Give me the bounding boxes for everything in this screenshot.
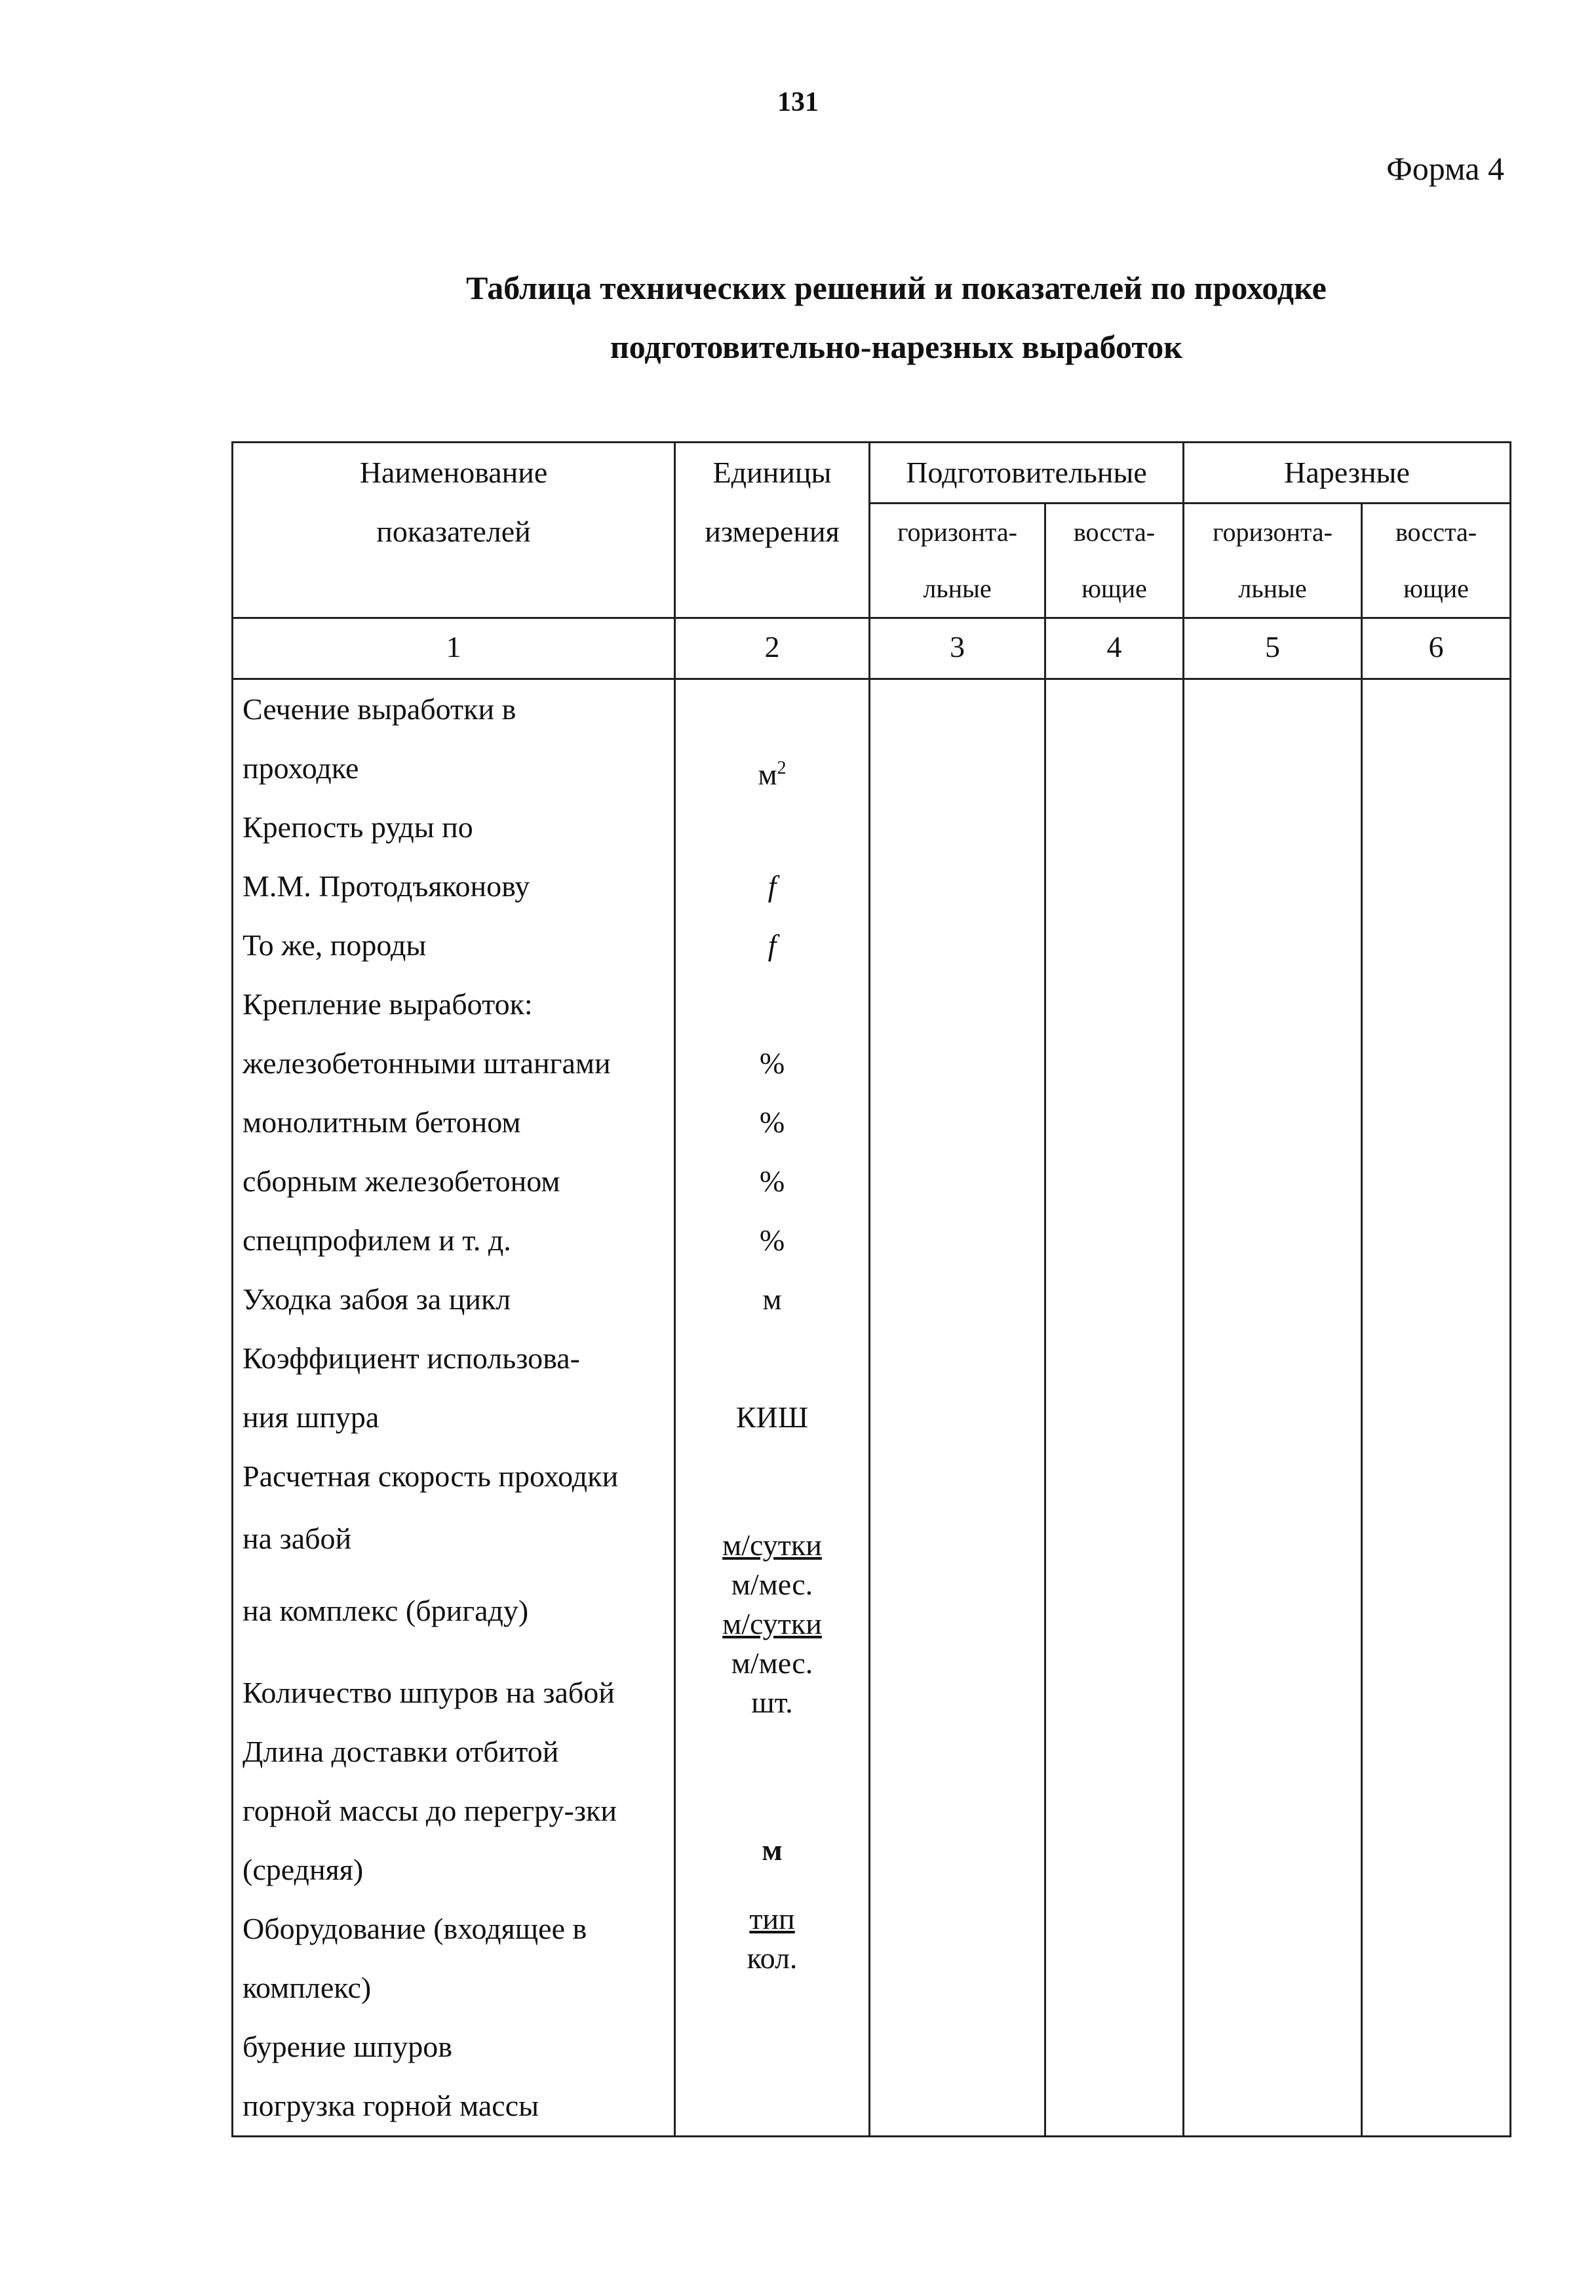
unit-value: м/мес. <box>731 1646 813 1680</box>
row-label: железобетонными штангами <box>243 1046 611 1080</box>
header-horizontal-line-1: горизонта- <box>897 517 1017 547</box>
row-label: сборным железобетоном <box>243 1164 560 1198</box>
header-cut-rising <box>1362 504 1511 618</box>
header-rising-line-1: восста- <box>1395 517 1477 547</box>
unit-value: м <box>762 1833 783 1867</box>
empty-value-cell <box>1184 679 1362 2137</box>
header-horizontal-line-1: горизонта- <box>1213 517 1333 547</box>
unit-value: f <box>768 869 777 903</box>
column-number: 4 <box>1045 618 1184 679</box>
unit-spacer <box>676 975 868 1034</box>
header-rising-line-2: ющие <box>1403 574 1469 603</box>
unit-superscript: 2 <box>777 758 787 778</box>
row-label: (средняя) <box>243 1853 364 1886</box>
row-label: комплекс) <box>243 1971 372 2004</box>
header-group-preparatory: Подготовительные <box>870 443 1184 504</box>
unit-value: % <box>759 1046 785 1080</box>
table-body-row <box>233 679 1511 2137</box>
header-unit-cell <box>675 443 870 618</box>
unit-value: КИШ <box>735 1400 809 1434</box>
row-label: Уходка забоя за цикл <box>243 1282 511 1316</box>
unit-spacer <box>676 798 868 857</box>
header-name-line-1: Наименование <box>359 456 548 489</box>
table-title-line-2: подготовительно-нарезных выработок <box>610 328 1183 365</box>
row-label: ния шпура <box>243 1400 380 1434</box>
unit-value: кол. <box>747 1941 798 1975</box>
header-rising-line-2: ющие <box>1081 574 1147 603</box>
header-name-cell <box>233 443 675 618</box>
column-number: 6 <box>1362 618 1511 679</box>
row-label: проходке <box>243 751 359 785</box>
empty-value-cell <box>1362 679 1511 2137</box>
unit-value: % <box>759 1223 785 1257</box>
header-name-line-2: показателей <box>376 515 531 548</box>
unit-value: м/сутки <box>722 1528 822 1562</box>
row-label: То же, породы <box>243 928 427 962</box>
row-label: Расчетная скорость проходки <box>243 1459 619 1493</box>
row-label: погрузка горной массы <box>243 2089 539 2122</box>
unit-text: м <box>758 757 777 791</box>
row-label: Крепость руды по <box>243 810 473 844</box>
unit-spacer <box>676 1329 868 1388</box>
row-label: Количество шпуров на забой <box>243 1676 615 1709</box>
empty-value-cell <box>1045 679 1184 2137</box>
unit-value: м <box>762 1282 782 1316</box>
header-unit-line-1: Единицы <box>712 456 832 489</box>
row-label: на комплекс (бригаду) <box>243 1594 529 1627</box>
row-label: монолитным бетоном <box>243 1105 521 1139</box>
page-number: 131 <box>777 87 819 117</box>
column-number: 3 <box>870 618 1045 679</box>
units-column <box>675 679 870 2137</box>
header-rising-line-1: восста- <box>1073 517 1156 547</box>
unit-spacer <box>676 1447 868 1506</box>
column-number-row <box>233 618 1511 679</box>
unit-value: % <box>759 1105 785 1139</box>
header-horizontal-line-2: льные <box>923 574 992 603</box>
table-title-line-1: Таблица технических решений и показателей по проходке <box>466 269 1327 306</box>
row-label: Коэффициент использова- <box>243 1341 580 1375</box>
column-number: 5 <box>1184 618 1362 679</box>
row-label: Оборудование (входящее в <box>243 1912 587 1945</box>
unit-value <box>676 739 868 798</box>
header-cut-horizontal <box>1184 504 1362 618</box>
row-label: горной массы до перегру-зки <box>243 1794 617 1827</box>
unit-spacer <box>676 680 868 739</box>
header-unit-line-2: измерения <box>705 515 840 548</box>
unit-value: % <box>759 1164 785 1198</box>
row-label: Сечение выработки в <box>243 692 516 726</box>
row-label: спецпрофилем и т. д. <box>243 1223 511 1257</box>
column-number: 2 <box>675 618 870 679</box>
unit-value: шт. <box>751 1686 793 1719</box>
indicators-table <box>231 441 1511 2137</box>
column-number: 1 <box>233 618 675 679</box>
empty-value-cell <box>870 679 1045 2137</box>
header-prep-horizontal <box>870 504 1045 618</box>
unit-value: м/мес. <box>731 1568 813 1601</box>
unit-value: тип <box>749 1902 795 1935</box>
row-label: Длина доставки отбитой <box>243 1735 559 1768</box>
unit-spacer <box>676 1722 868 1821</box>
header-group-cutting: Нарезные <box>1184 443 1511 504</box>
row-label: М.М. Протодъяконову <box>243 869 530 903</box>
header-row-top <box>233 443 1511 504</box>
unit-value: м/сутки <box>722 1607 822 1640</box>
unit-value: f <box>768 928 777 962</box>
row-label: Крепление выработок: <box>243 987 533 1021</box>
row-label: бурение шпуров <box>243 2030 452 2063</box>
row-label: на забой <box>243 1522 352 1555</box>
indicator-names-column <box>233 679 675 2137</box>
header-horizontal-line-2: льные <box>1238 574 1307 603</box>
form-label: Форма 4 <box>1386 150 1504 187</box>
header-prep-rising <box>1045 504 1184 618</box>
